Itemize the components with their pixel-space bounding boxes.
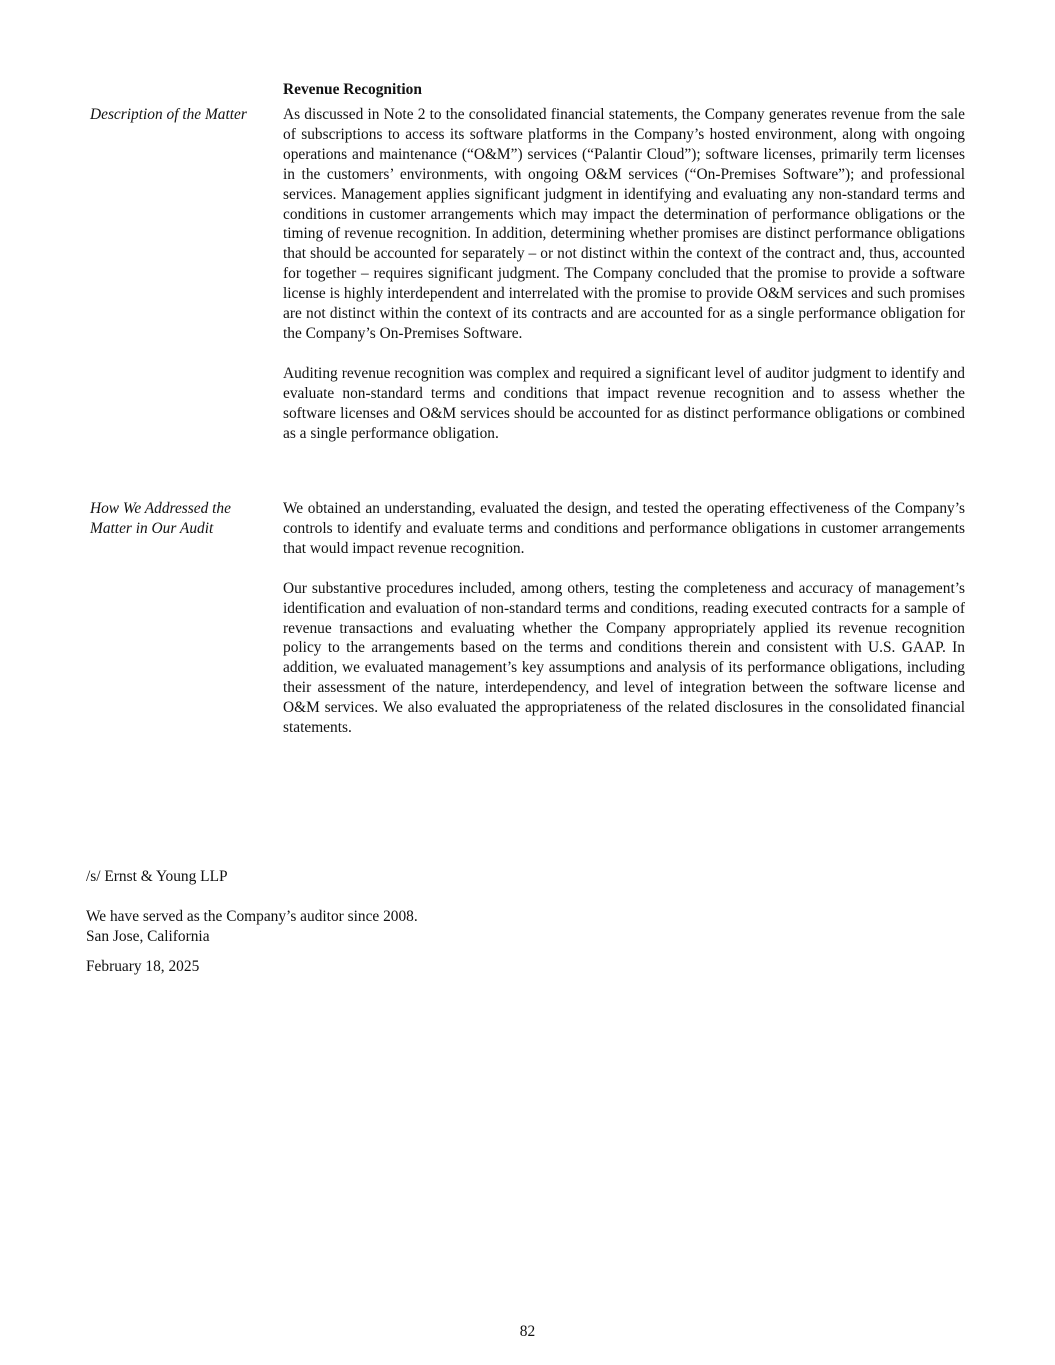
matter-label-audit: How We Addressed the Matter in Our Audit — [90, 500, 231, 537]
signing-date: February 18, 2025 — [86, 958, 200, 975]
auditor-since-statement: We have served as the Company’s auditor since 2008. — [86, 908, 418, 925]
section-heading: Revenue Recognition — [283, 81, 422, 98]
audit-paragraph-1: We obtained an understanding, evaluated the design, and tested the operating effectiveness of the Company’s controls to identify and evaluate terms and conditions and performance obligations in customer arrangements that would impact revenue recognition. — [283, 500, 965, 557]
description-paragraph-2: Auditing revenue recognition was complex and required a significant level of auditor judgment to identify and evaluate non-standard terms and conditions that impact revenue recognition and to assess whether the software licenses and O&M services should be accounted for as distinct performance obligations or combined as a single performance obligation. — [283, 364, 965, 442]
signing-location: San Jose, California — [86, 928, 210, 945]
description-paragraph-1: As discussed in Note 2 to the consolidated financial statements, the Company generates revenue from the sale of subscriptions to access its software platforms in the Company’s hosted environment, along with ongoing operations and maintenance (“O&M”) services (“Palantir Cloud”); software licenses, primarily term licenses in the customers’ environments, with ongoing O&M services (“On-Premises Software”); and professional services. Management applies significant judgment in identifying and evaluating any non-standard terms and conditions in customer arrangements which may impact the determination of performance obligations or the timing of revenue recognition. In addition, determining whether promises are distinct performance obligations that should be accounted for separately – or not distinct within the context of the contract and, thus, accounted for together – requires significant judgment. The Company concluded that the promise to provide a software license is highly interdependent and interrelated with the promise to provide O&M services and such promises are not distinct within the context of its contracts and are accounted for as a single performance obligation for the Company’s On-Premises Software. — [283, 106, 965, 342]
matter-body-audit — [283, 499, 965, 738]
page-number: 82 — [519, 1323, 536, 1340]
matter-body-description — [283, 105, 965, 444]
audit-paragraph-2: Our substantive procedures included, among others, testing the completeness and accuracy of management’s identification and evaluation of non-standard terms and conditions, reading executed contracts for a sample of revenue transactions and evaluating whether the Company appropriately applied its revenue recognition policy to the arrangements based on the terms and conditions therein and consistent with U.S. GAAP. In addition, we evaluated management’s key assumptions and analysis of its performance obligations, including their assessment of the nature, interdependency, and level of integration between the software license and O&M services. We also evaluated the appropriateness of the related disclosures in the consolidated financial statements. — [283, 579, 965, 737]
auditor-signature: /s/ Ernst & Young LLP — [86, 868, 228, 885]
matter-label-description: Description of the Matter — [90, 106, 247, 123]
